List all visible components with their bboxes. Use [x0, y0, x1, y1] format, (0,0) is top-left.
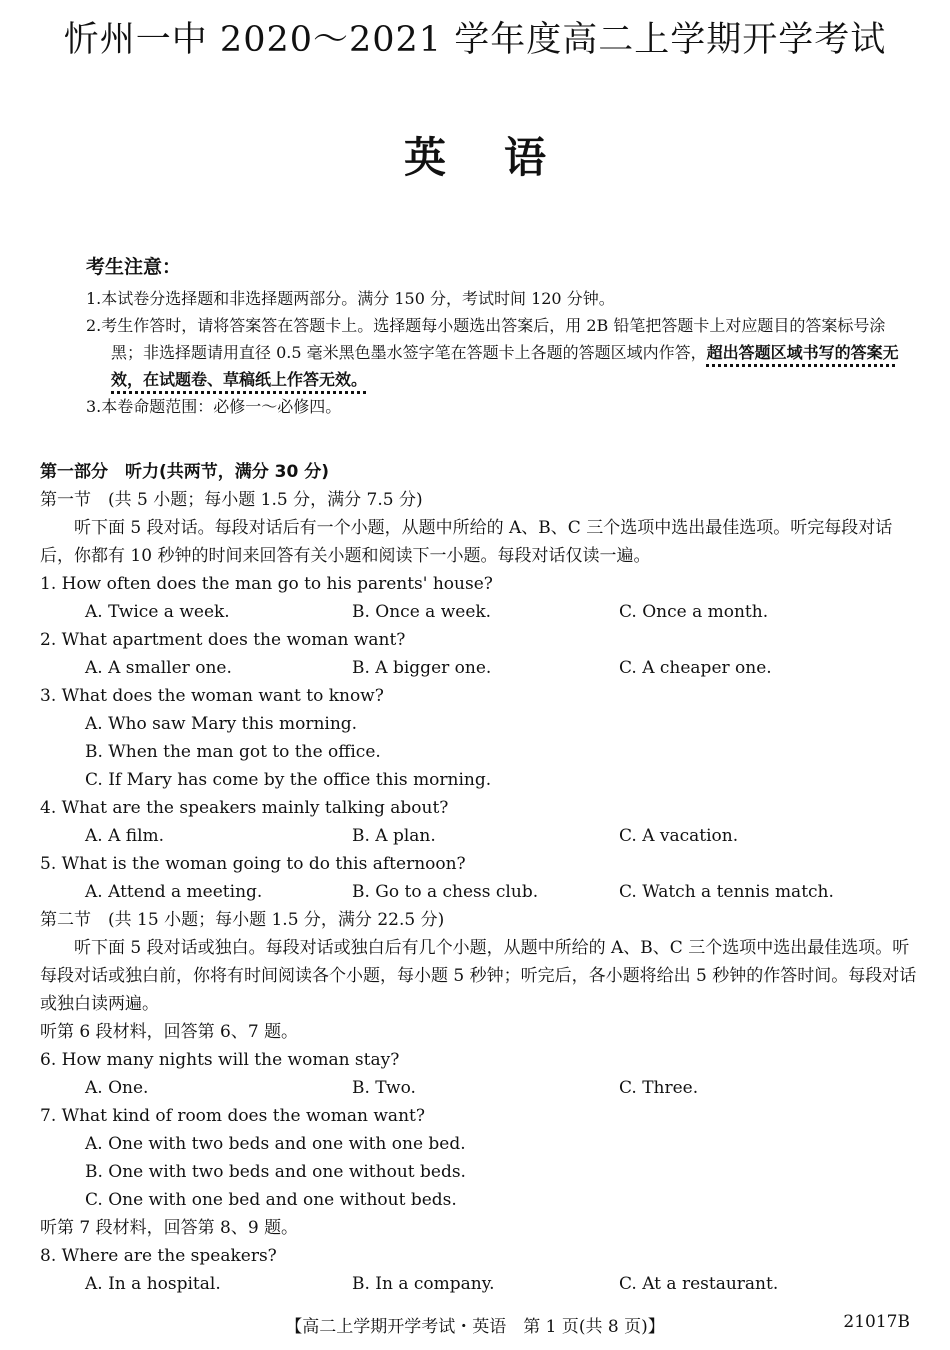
- option-c: C. A vacation.: [619, 826, 739, 846]
- question-5: 5. What is the woman going to do this afternoon?: [40, 854, 466, 874]
- footer-code: 21017B: [843, 1312, 910, 1332]
- option-b: B. When the man got to the office.: [85, 742, 381, 762]
- page-footer: [0, 1312, 950, 1342]
- section1-instructions: 听下面 5 段对话。每段对话后有一个小题，从题中所给的 A、B、C 三个选项中选出最佳选项。听完每段对话后，你都有 10 秒钟的时间来回答有关小题和阅读下一小题。每段对话仅读一遍。: [40, 518, 893, 566]
- notice-item-2-emphasis: 超出答题区域书写的答案无效，在试题卷、草稿纸上作答无效。: [111, 343, 899, 389]
- options-4: [40, 822, 920, 850]
- options-2: [40, 654, 920, 682]
- notice-title: 考生注意：: [86, 256, 182, 278]
- notice-item-2: [86, 312, 916, 393]
- option-a: A. One with two beds and one with one bed.: [85, 1134, 466, 1154]
- option-c: C. A cheaper one.: [619, 658, 772, 678]
- option-c: C. Once a month.: [619, 602, 769, 622]
- option-a: A. Twice a week.: [85, 602, 230, 622]
- section2-instructions: 听下面 5 段对话或独白。每段对话或独白后有几个小题，从题中所给的 A、B、C 三个选项中选出最佳选项。听每段对话或独白前，你将有时间阅读各个小题，每小题 5 秒钟；听完后，各小题将给出 5 秒钟的作答时间。每段对话或独白读两遍。: [40, 938, 917, 1014]
- option-b: B. Two.: [352, 1078, 416, 1098]
- notice-item-2-text: 2.考生作答时，请将答案答在答题卡上。选择题每小题选出答案后，用 2B 铅笔把答题卡上对应题目的答案标号涂黑；非选择题请用直径 0.5 毫米黑色墨水签字笔在答题卡上各题的答题区域内作答，: [86, 316, 886, 362]
- notice-item-1: 1.本试卷分选择题和非选择题两部分。满分 150 分，考试时间 120 分钟。: [86, 289, 615, 308]
- option-c: C. One with one bed and one without beds.: [85, 1190, 457, 1210]
- option-a: A. A smaller one.: [85, 658, 232, 678]
- option-c: C. If Mary has come by the office this morning.: [85, 770, 492, 790]
- question-8: 8. Where are the speakers?: [40, 1246, 277, 1266]
- option-c: C. At a restaurant.: [619, 1274, 779, 1294]
- option-a: A. In a hospital.: [85, 1274, 221, 1294]
- part1-heading: 第一部分 听力(共两节，满分 30 分): [40, 462, 330, 482]
- option-a: A. Attend a meeting.: [85, 882, 263, 902]
- question-3: 3. What does the woman want to know?: [40, 686, 384, 706]
- page-title: 忻州一中 2020～2021 学年度高二上学期开学考试: [63, 20, 887, 60]
- option-b: B. One with two beds and one without beds.: [85, 1162, 466, 1182]
- notice-block: [86, 252, 916, 420]
- options-8: [40, 1270, 920, 1298]
- option-a: A. A film.: [85, 826, 165, 846]
- option-b: B. Once a week.: [352, 602, 492, 622]
- option-c: C. Three.: [619, 1078, 699, 1098]
- options-5: [40, 878, 920, 906]
- option-b: B. A plan.: [352, 826, 436, 846]
- option-b: B. In a company.: [352, 1274, 495, 1294]
- section1-heading: 第一节 (共 5 小题；每小题 1.5 分，满分 7.5 分): [40, 490, 423, 510]
- subject-title: 英语: [403, 133, 604, 182]
- material-6-note: 听第 6 段材料，回答第 6、7 题。: [40, 1022, 299, 1042]
- question-6: 6. How many nights will the woman stay?: [40, 1050, 400, 1070]
- footer-page-info: 【高二上学期开学考试・英语 第 1 页(共 8 页)】: [285, 1317, 665, 1337]
- question-7: 7. What kind of room does the woman want?: [40, 1106, 425, 1126]
- exam-content: [40, 458, 920, 1298]
- material-7-note: 听第 7 段材料，回答第 8、9 题。: [40, 1218, 299, 1238]
- options-6: [40, 1074, 920, 1102]
- section2-heading: 第二节 (共 15 小题；每小题 1.5 分，满分 22.5 分): [40, 910, 445, 930]
- option-a: A. Who saw Mary this morning.: [85, 714, 358, 734]
- question-2: 2. What apartment does the woman want?: [40, 630, 406, 650]
- option-b: B. Go to a chess club.: [352, 882, 539, 902]
- option-b: B. A bigger one.: [352, 658, 492, 678]
- option-a: A. One.: [85, 1078, 149, 1098]
- question-1: 1. How often does the man go to his parents' house?: [40, 574, 493, 594]
- options-1: [40, 598, 920, 626]
- question-4: 4. What are the speakers mainly talking about?: [40, 798, 449, 818]
- notice-item-3: 3.本卷命题范围：必修一～必修四。: [86, 397, 342, 416]
- option-c: C. Watch a tennis match.: [619, 882, 834, 902]
